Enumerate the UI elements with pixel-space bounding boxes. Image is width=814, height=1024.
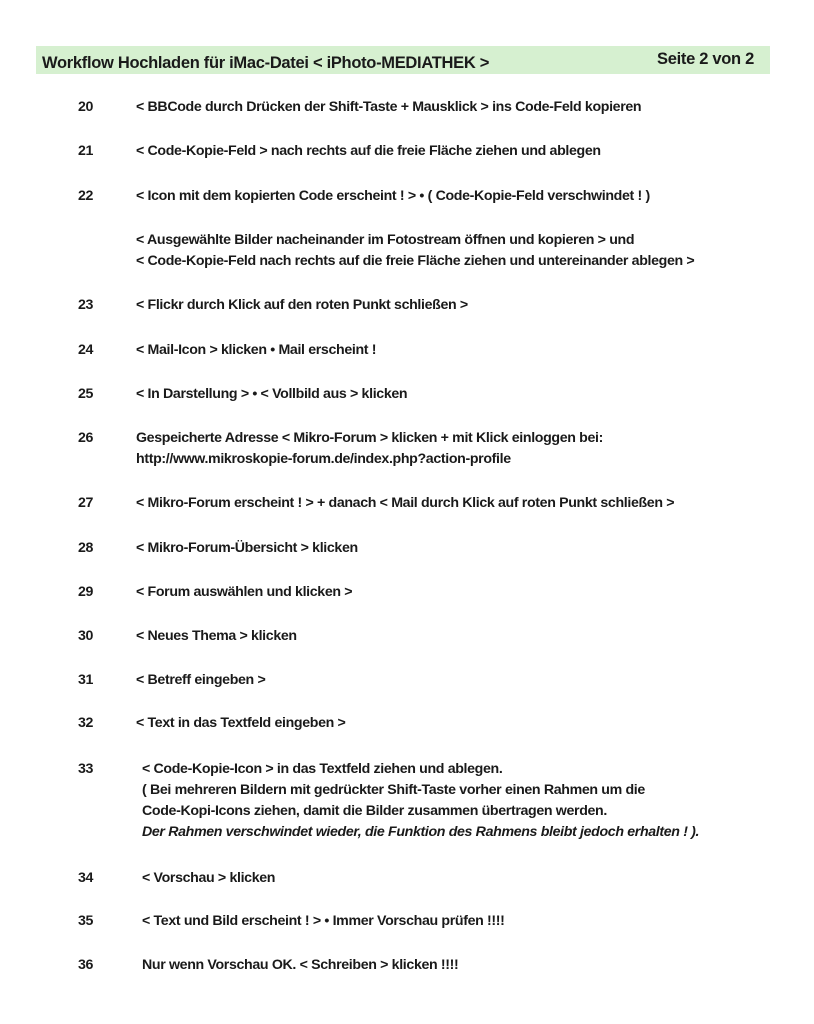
step-number: 35	[78, 913, 94, 929]
step-text: < Mail-Icon > klicken • Mail erscheint !	[136, 342, 377, 358]
step-number: 31	[78, 672, 94, 688]
page-header	[36, 46, 770, 74]
step-text: < Code-Kopie-Feld > nach rechts auf die freie Fläche ziehen und ablegen	[136, 143, 601, 159]
step-text: < Neues Thema > klicken	[136, 628, 297, 644]
step-note-italic: Der Rahmen verschwindet wieder, die Funktion des Rahmens bleibt jedoch erhalten ! ).	[142, 824, 700, 840]
step-number: 29	[78, 584, 94, 600]
page-indicator: Seite 2 von 2	[657, 49, 754, 68]
step-text: < BBCode durch Drücken der Shift-Taste + Mausklick > ins Code-Feld kopieren	[136, 99, 642, 115]
step-number: 21	[78, 143, 94, 159]
step-text: < Mikro-Forum erscheint ! > + danach < Mail durch Klick auf roten Punkt schließen >	[136, 495, 675, 511]
step-text: < Code-Kopie-Icon > in das Textfeld ziehen und ablegen.	[142, 761, 503, 777]
forum-url: http://www.mikroskopie-forum.de/index.php?action-profile	[136, 451, 511, 467]
step-number: 32	[78, 715, 94, 731]
step-number: 28	[78, 540, 94, 556]
step-text: < Text in das Textfeld eingeben >	[136, 715, 346, 731]
step-number: 26	[78, 430, 94, 446]
step-note: Code-Kopi-Icons ziehen, damit die Bilder zusammen übertragen werden.	[142, 803, 607, 819]
step-text: < Vorschau > klicken	[142, 870, 276, 886]
step-text: < In Darstellung > • < Vollbild aus > klicken	[136, 386, 408, 402]
step-number: 24	[78, 342, 94, 358]
step-number: 34	[78, 870, 94, 886]
step-text: < Ausgewählte Bilder nacheinander im Fotostream öffnen und kopieren > und	[136, 232, 635, 248]
step-number: 36	[78, 957, 94, 973]
step-note: ( Bei mehreren Bildern mit gedrückter Shift-Taste vorher einen Rahmen um die	[142, 782, 645, 798]
step-text: Gespeicherte Adresse < Mikro-Forum > klicken + mit Klick einloggen bei:	[136, 430, 604, 446]
step-number: 23	[78, 297, 94, 313]
step-number: 22	[78, 188, 94, 204]
step-number: 30	[78, 628, 94, 644]
document-title: Workflow Hochladen für iMac-Datei < iPhoto-MEDIATHEK >	[42, 53, 490, 72]
step-text: Nur wenn Vorschau OK. < Schreiben > klicken !!!!	[142, 957, 459, 973]
step-number: 25	[78, 386, 94, 402]
step-number: 33	[78, 761, 94, 777]
step-text: < Text und Bild erscheint ! > • Immer Vorschau prüfen !!!!	[142, 913, 505, 929]
step-text: < Forum auswählen und klicken >	[136, 584, 353, 600]
step-text: < Mikro-Forum-Übersicht > klicken	[136, 540, 358, 556]
step-number: 27	[78, 495, 94, 511]
step-number: 20	[78, 99, 94, 115]
step-text: < Flickr durch Klick auf den roten Punkt schließen >	[136, 297, 468, 313]
step-text: < Icon mit dem kopierten Code erscheint ! > • ( Code-Kopie-Feld verschwindet ! )	[136, 188, 650, 204]
step-text: < Betreff eingeben >	[136, 672, 266, 688]
step-text: < Code-Kopie-Feld nach rechts auf die freie Fläche ziehen und untereinander ablegen >	[136, 253, 695, 269]
